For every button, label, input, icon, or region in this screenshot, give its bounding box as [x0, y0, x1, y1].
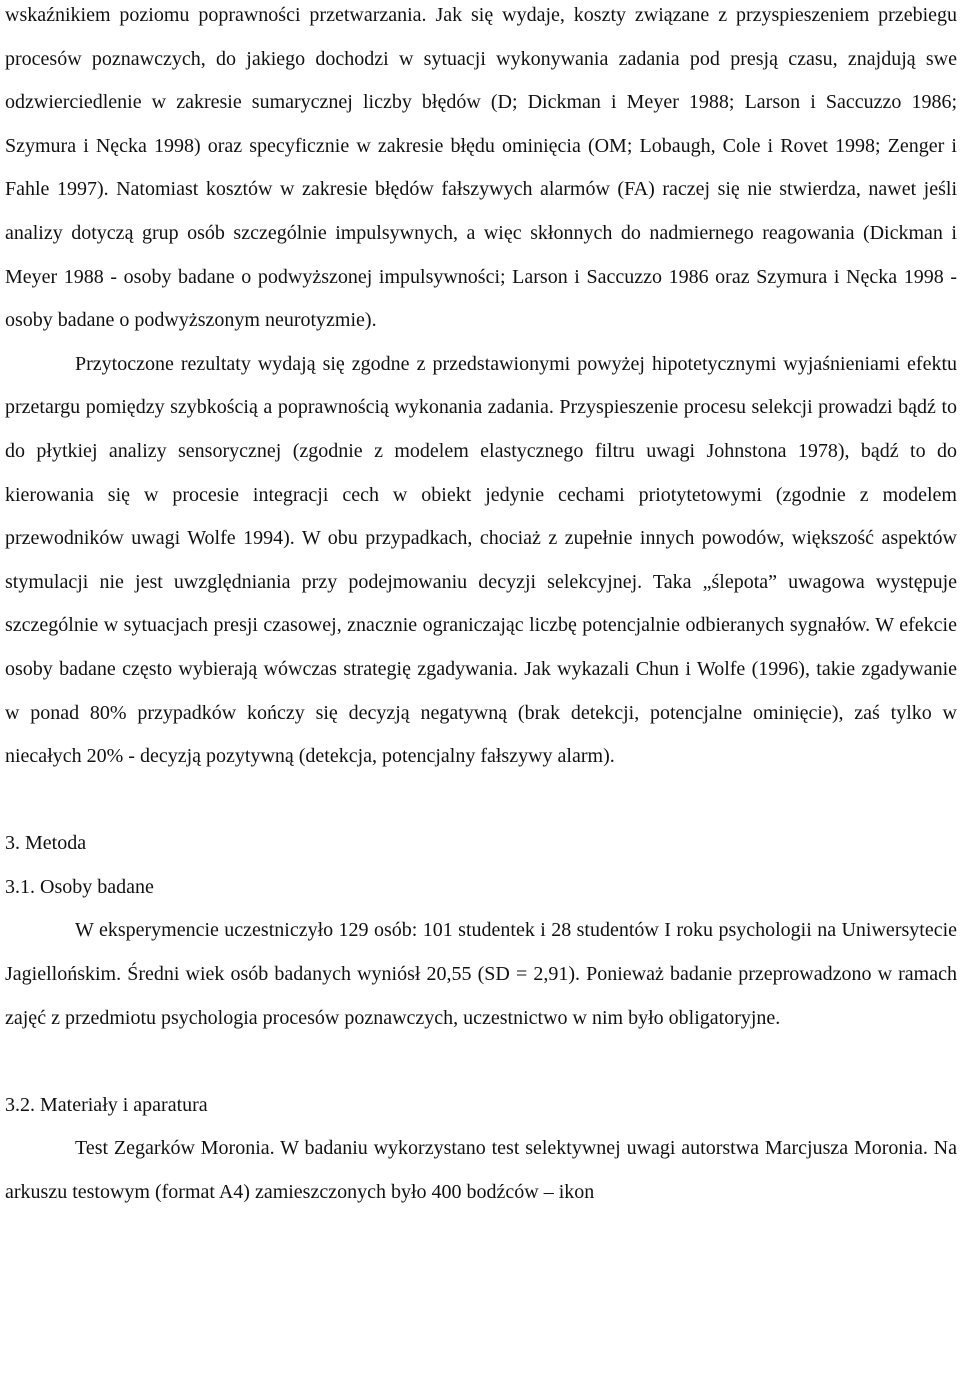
heading-method: 3. Metoda: [5, 832, 87, 855]
document-page: [5, 0, 957, 1215]
paragraph-materials: Test Zegarków Moronia. W badaniu wykorzystano test selektywnej uwagi autorstwa Marcjusza Moronia. Na arkuszu testowym (format A4) zamieszczonych było 400 bodźców – ikon: [5, 1137, 957, 1204]
section-gap: [5, 779, 957, 823]
section-gap: [5, 1040, 957, 1084]
heading-materials: 3.2. Materiały i aparatura: [5, 1093, 208, 1116]
paragraph-results-consistency: Przytoczone rezultaty wydają się zgodne z przedstawionymi powyżej hipotetycznymi wyjaśnieniami efektu przetargu pomiędzy szybkością a poprawnością wykonania zadania. Przyspieszenie procesu selekcji prowadzi bądź to do płytkiej analizy sensorycznej (zgodnie z modelem elastycznego filtru uwagi Johnstona 1978), bądź to do kierowania się w procesie integracji cech w obiekt jedynie cechami priotytetowymi (zgodnie z modelem przewodników uwagi Wolfe 1994). W obu przypadkach, chociaż z zupełnie innych powodów, większość aspektów stymulacji nie jest uwzględniania przy podejmowaniu decyzji selekcyjnej. Taka „ślepota” uwagowa występuje szczególnie w sytuacjach presji czasowej, znacznie ograniczając liczbę potencjalnie odbieranych sygnałów. W efekcie osoby badane często wybierają wówczas strategię zgadywania. Jak wykazali Chun i Wolfe (1996), takie zgadywanie w ponad 80% przypadków kończy się decyzją negatywną (brak detekcji, potencjalne ominięcie), zaś tylko w niecałych 20% - decyzją pozytywną (detekcja, potencjalny fałszywy alarm).: [5, 352, 957, 768]
paragraph-speed-accuracy-costs: wskaźnikiem poziomu poprawności przetwarzania. Jak się wydaje, koszty związane z przyspieszeniem przebiegu procesów poznawczych, do jakiego dochodzi w sytuacji wykonywania zadania pod presją czasu, znajdują swe odzwierciedlenie w zakresie sumarycznej liczby błędów (D; Dickman i Meyer 1988; Larson i Saccuzzo 1986; Szymura i Nęcka 1998) oraz specyficznie w zakresie błędu ominięcia (OM; Lobaugh, Cole i Rovet 1998; Zenger i Fahle 1997). Natomiast kosztów w zakresie błędów fałszywych alarmów (FA) raczej się nie stwierdza, nawet jeśli analizy dotyczą grup osób szczególnie impulsywnych, a więc skłonnych do nadmiernego reagowania (Dickman i Meyer 1988 - osoby badane o podwyższonej impulsywności; Larson i Saccuzzo 1986 oraz Szymura i Nęcka 1998 - osoby badane o podwyższonym neurotyzmie).: [5, 4, 957, 332]
paragraph-subjects: W eksperymencie uczestniczyło 129 osób: 101 studentek i 28 studentów I roku psychologii na Uniwersytecie Jagiellońskim. Średni wiek osób badanych wyniósł 20,55 (SD = 2,91). Ponieważ badanie przeprowadzono w ramach zajęć z przedmiotu psychologia procesów poznawczych, uczestnictwo w nim było obligatoryjne.: [5, 919, 957, 1029]
heading-subjects: 3.1. Osoby badane: [5, 875, 154, 898]
